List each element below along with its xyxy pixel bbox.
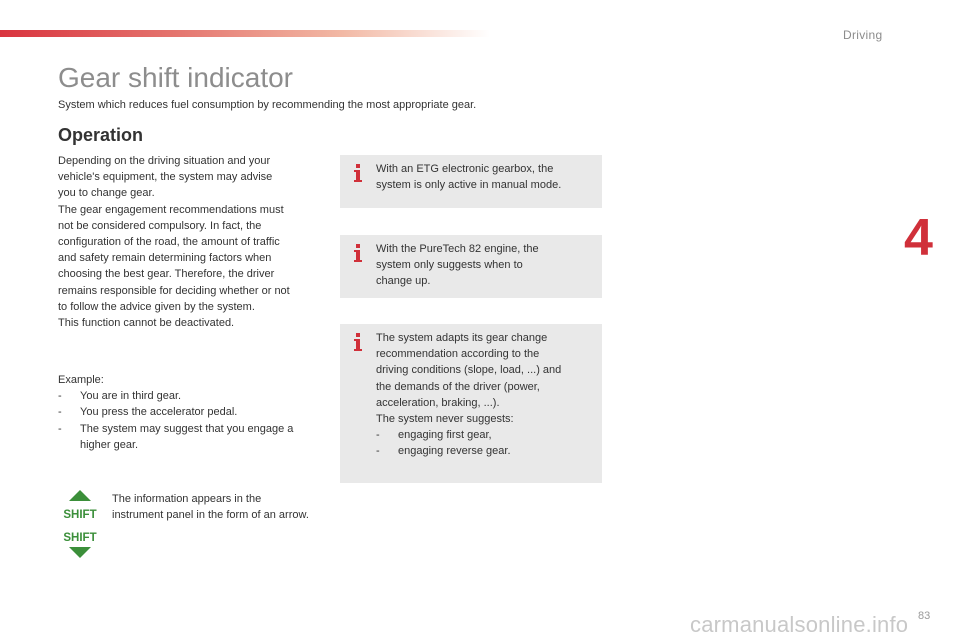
example-label: Example: bbox=[58, 374, 104, 386]
text-line: to follow the advice given by the system. bbox=[58, 300, 255, 313]
text-line: not be considered compulsory. In fact, the bbox=[58, 219, 262, 232]
shift-info-text: The information appears in the instrument panel in the form of an arrow. bbox=[112, 493, 309, 522]
list-item: - engaging reverse gear. bbox=[376, 445, 511, 458]
watermark: carmanualsonline.info bbox=[690, 612, 909, 637]
text-line: change up. bbox=[376, 275, 431, 288]
header-color-bar bbox=[0, 30, 490, 37]
text-line: acceleration, braking, ...). bbox=[376, 396, 500, 409]
text-line: system only suggests when to bbox=[376, 259, 523, 272]
text-line: choosing the best gear. Therefore, the driver bbox=[58, 268, 275, 281]
text-line: The gear engagement recommendations must bbox=[58, 203, 284, 216]
text-line: recommendation according to the bbox=[376, 348, 540, 361]
text-line: This function cannot be deactivated. bbox=[58, 317, 235, 330]
info-note bbox=[340, 324, 602, 483]
info-icon bbox=[353, 164, 363, 184]
text-line: The system never suggests: bbox=[376, 413, 514, 426]
operation-paragraph bbox=[58, 153, 326, 331]
list-item: - You press the accelerator pedal. bbox=[58, 406, 238, 419]
text-line: Depending on the driving situation and your bbox=[58, 155, 271, 167]
list-item: - engaging first gear, bbox=[376, 429, 492, 442]
page-title: Gear shift indicator bbox=[58, 62, 293, 93]
info-icon bbox=[353, 333, 363, 353]
text-line: the demands of the driver (power, bbox=[376, 380, 540, 393]
info-note bbox=[340, 155, 602, 208]
text-line: and safety remain determining factors when bbox=[58, 252, 272, 265]
text-line: driving conditions (slope, load, ...) and bbox=[376, 364, 562, 377]
chapter-number: 4 bbox=[904, 209, 933, 267]
info-note bbox=[340, 235, 602, 298]
text-line: With an ETG electronic gearbox, the bbox=[376, 163, 554, 175]
text-line: system is only active in manual mode. bbox=[376, 179, 562, 192]
info-icon bbox=[353, 244, 363, 264]
example-block bbox=[58, 372, 326, 453]
text-line: remains responsible for deciding whether or not bbox=[58, 284, 290, 297]
list-item: - You are in third gear. bbox=[58, 390, 182, 403]
shift-down-label: SHIFT bbox=[63, 532, 97, 544]
text-line: The system adapts its gear change bbox=[376, 332, 548, 344]
list-item: - The system may suggest that you engage a higher gear. bbox=[58, 422, 294, 451]
section-heading: Operation bbox=[58, 125, 144, 145]
intro-text: System which reduces fuel consumption by recommending the most appropriate gear. bbox=[58, 99, 477, 111]
text-line: configuration of the road, the amount of traffic bbox=[58, 236, 280, 249]
shift-up-label: SHIFT bbox=[63, 509, 97, 521]
shift-arrows-icon bbox=[62, 489, 98, 561]
text-line: vehicle's equipment, the system may advise bbox=[58, 171, 273, 184]
text-line: you to change gear. bbox=[58, 187, 155, 200]
text-line: With the PureTech 82 engine, the bbox=[376, 243, 539, 255]
section-label: Driving bbox=[843, 28, 883, 42]
page-number: 83 bbox=[918, 610, 931, 622]
shift-indicator-icons bbox=[62, 489, 98, 561]
